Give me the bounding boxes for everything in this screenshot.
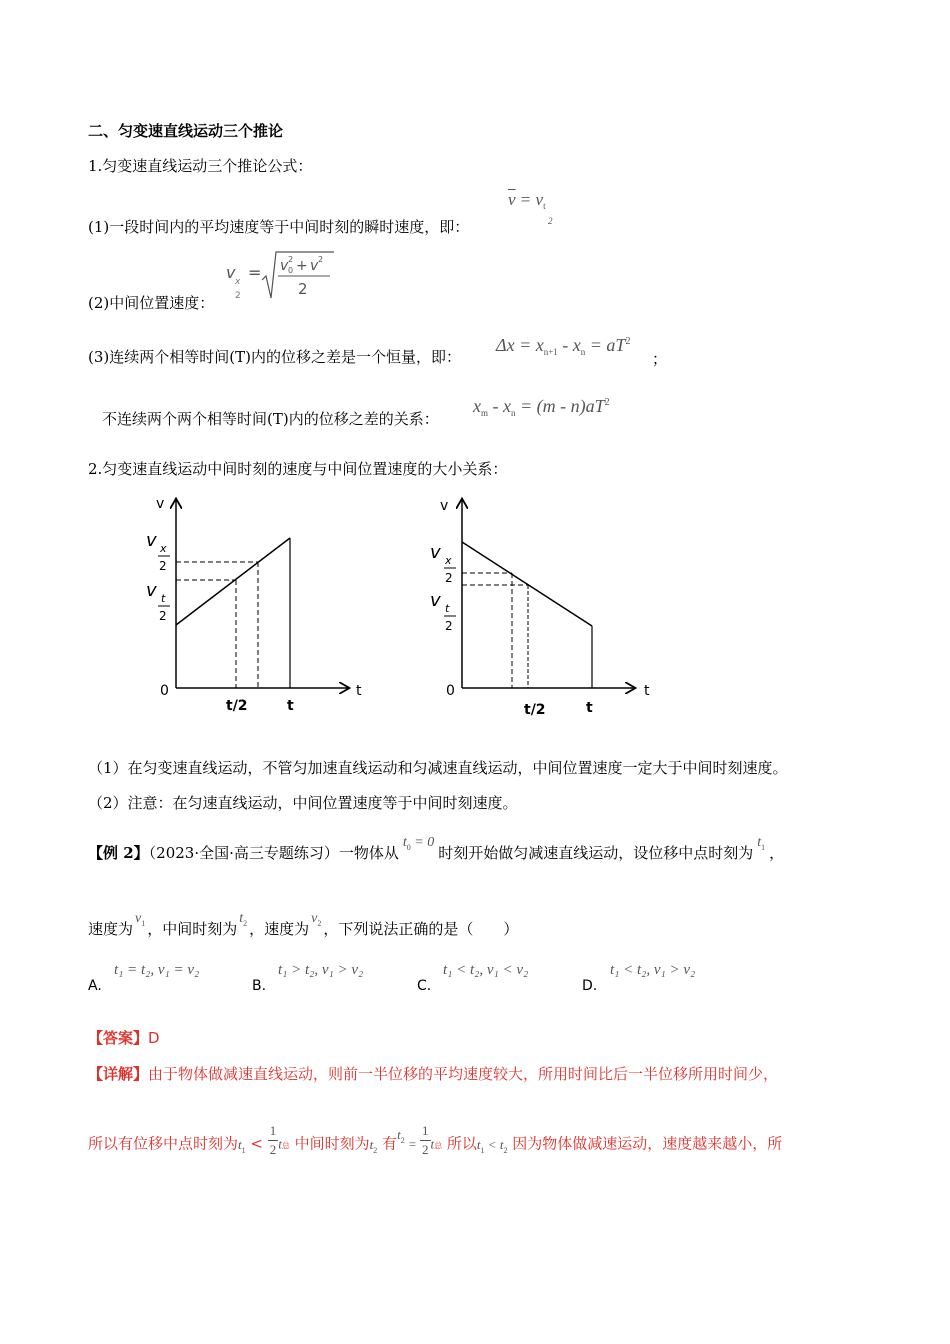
vt-sub: t — [445, 602, 450, 615]
t-half-label: t/2 — [524, 702, 546, 718]
vt-label: v — [146, 580, 157, 601]
section-title: 二、匀变速直线运动三个推论 — [88, 122, 284, 140]
graph-decelerating — [400, 490, 670, 720]
vx-den: 2 — [445, 571, 453, 585]
vx-sub: x — [160, 542, 167, 555]
t1-symbol: $t_1$ — [757, 835, 766, 852]
point-4-text: 不连续两个两个相等时间(T)内的位移之差的关系： — [102, 410, 439, 428]
option-b-label[interactable]: B. — [252, 978, 267, 994]
vt-label: v — [430, 590, 441, 611]
t-end-label: t — [287, 698, 294, 714]
t-axis-label: t — [644, 683, 650, 699]
option-b-expr[interactable]: t₁ > t₂, v₁ > v₂ — [278, 962, 364, 978]
point-3-text: (3)连续两个相等时间(T)内的位移之差是一个恒量，即： — [88, 348, 461, 366]
formula-mid-position-velocity — [224, 248, 344, 308]
note-1: （1）在匀变速直线运动，不管匀加速直线运动和匀减速直线运动，中间位置速度一定大于中间时刻速度。 — [88, 759, 788, 777]
formula-average-velocity: $\overline{v} = v_t$ 2 — [508, 190, 553, 226]
svg-text:0: 0 — [288, 266, 294, 275]
vx-sub: x — [445, 554, 452, 567]
svg-text:v: v — [310, 258, 319, 274]
graph-accelerating — [130, 490, 380, 720]
svg-text:=: = — [248, 263, 262, 282]
v1-symbol: $v_1$ — [135, 911, 146, 928]
svg-text:2: 2 — [298, 280, 308, 298]
point-3-semicolon: ； — [652, 350, 668, 368]
svg-text:x: x — [235, 277, 241, 287]
answer-value: D — [148, 1029, 160, 1047]
item-1-heading: 1.匀变速直线运动三个推论公式： — [88, 157, 313, 175]
vt-den: 2 — [159, 609, 167, 623]
item-2-heading: 2.匀变速直线运动中间时刻的速度与中间位置速度的大小关系： — [88, 460, 508, 478]
t-half-label: t/2 — [226, 698, 248, 714]
t-end-label: t — [586, 700, 593, 716]
svg-text:2: 2 — [235, 291, 241, 301]
option-c-label[interactable]: C. — [417, 978, 432, 994]
velocity-line — [462, 542, 592, 626]
option-a-expr[interactable]: t₁ = t₂, v₁ = v₂ — [114, 962, 200, 978]
note-2: （2）注意：在匀速直线运动，中间位置速度等于中间时刻速度。 — [88, 794, 518, 812]
t2-symbol: $t_2$ — [239, 911, 248, 928]
velocity-line — [176, 538, 290, 625]
detail-line-2: 所以有位移中点时刻为$t_1$ < $\frac{1}{2}$ t总 中间时刻为$t_2$ 有$t_2$ = $\frac{1}{2}$ t总 所以$t_1 < t_2$ 因为物体做减速运动，速度越来越小，所 — [88, 1123, 783, 1157]
t0-expr: $t_0 = 0$ — [402, 835, 435, 852]
example-line-1 — [88, 835, 785, 864]
example-line-2: 速度为$v_1$ ，中间时刻为$t_2$ ，速度为$v_2$ ，下列说法正确的是（ ） — [88, 911, 519, 938]
origin-label: 0 — [446, 683, 455, 699]
vt-den: 2 — [445, 619, 453, 633]
svg-text:v: v — [226, 263, 236, 282]
option-c-expr[interactable]: t₁ < t₂, v₁ < v₂ — [443, 962, 529, 978]
option-a-label[interactable]: A. — [88, 978, 102, 994]
origin-label: 0 — [160, 683, 169, 699]
svg-text:+: + — [296, 258, 308, 274]
example-source: （2023·全国·高三专题练习）一物体从 — [148, 844, 399, 862]
v-axis-label: v — [156, 496, 165, 512]
svg-text:2: 2 — [318, 255, 324, 264]
detail-line-1: 【详解】由于物体做减速直线运动，则前一半位移的平均速度较大，所用时间比后一半位移所用时间少， — [88, 1065, 779, 1083]
point-1-text: (1)一段时间内的平均速度等于中间时刻的瞬时速度，即： — [88, 218, 470, 236]
answer-line: 【答案】D — [88, 1029, 160, 1047]
svg-text:2: 2 — [288, 255, 294, 264]
option-d-label[interactable]: D. — [582, 978, 598, 994]
option-d-expr[interactable]: t₁ < t₂, v₁ > v₂ — [610, 962, 696, 978]
formula-nonconsecutive-difference: $x_m - x_n = (m - n)aT^2$ — [473, 396, 610, 418]
svg-text:v: v — [280, 258, 289, 274]
example-mid: 时刻开始做匀减速直线运动，设位移中点时刻为 — [438, 844, 754, 862]
example-end: ， — [769, 844, 785, 862]
vx-den: 2 — [159, 559, 167, 573]
formula-displacement-difference: $\Delta x = x_{n+1} - x_n = aT^2$ — [496, 335, 631, 357]
point-2-text: (2)中间位置速度： — [88, 294, 215, 312]
vx-label: v — [146, 530, 157, 551]
v2-symbol: $v_2$ — [311, 911, 322, 928]
v-axis-label: v — [440, 498, 449, 514]
example-tag: 【例 2】 — [88, 844, 149, 862]
t-axis-label: t — [356, 683, 362, 699]
vt-sub: t — [161, 592, 166, 605]
vx-label: v — [430, 542, 441, 563]
